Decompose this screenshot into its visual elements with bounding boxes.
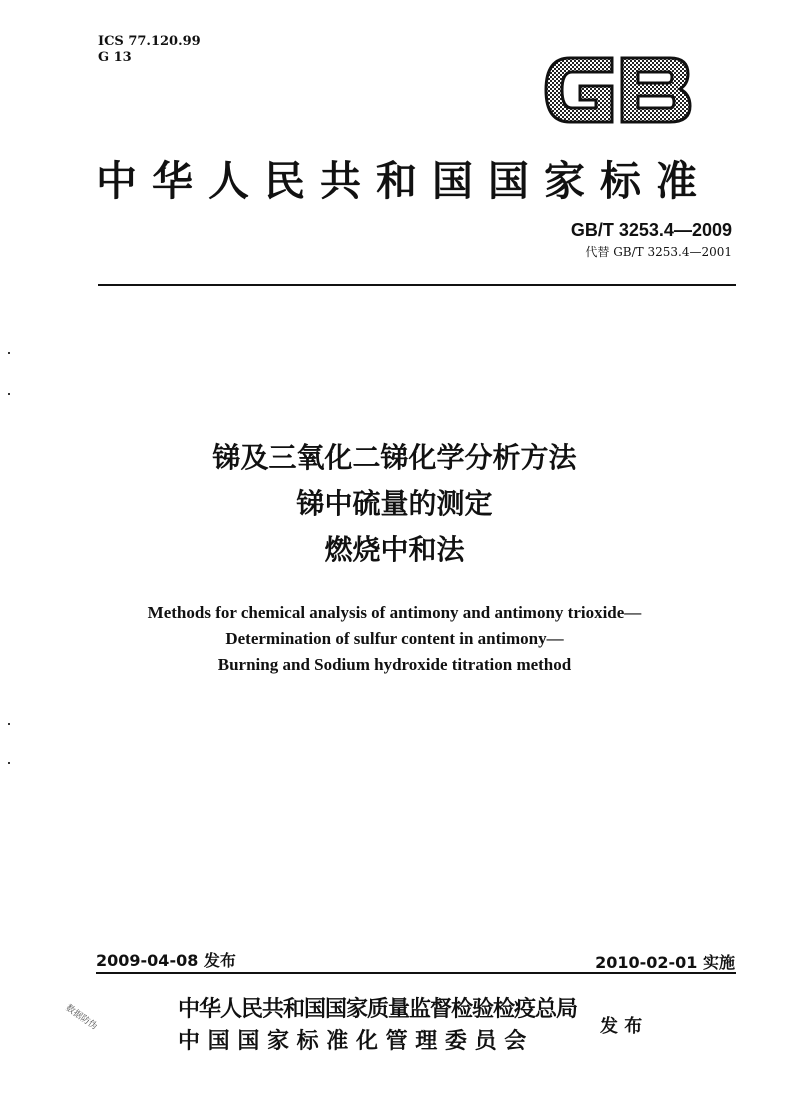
margin-mark <box>8 393 10 395</box>
issuer-sac: 中 国 国 家 标 准 化 管 理 委 员 会 <box>178 1028 527 1054</box>
replaces-standard: 代替 GB/T 3253.4—2001 <box>585 245 732 259</box>
title-cn-line-3: 燃烧中和法 <box>324 533 465 566</box>
footer-divider <box>96 972 736 974</box>
gb-logo <box>540 50 695 130</box>
margin-mark <box>8 723 10 725</box>
document-title-cn <box>0 438 789 570</box>
title-en-line-2: Determination of sulfur content in antimony— <box>225 629 564 648</box>
title-en-line-3: Burning and Sodium hydroxide titration method <box>217 655 572 674</box>
gb-logo-text: GB <box>540 50 542 51</box>
standard-title: 中华人民共和国国家标准 <box>96 157 712 205</box>
standard-number: GB/T 3253.4—2009 <box>570 220 732 240</box>
implementation-date: 2010-02-01 实施 <box>595 953 735 972</box>
header-divider <box>98 284 736 286</box>
issue-date: 2009-04-08 发布 <box>96 951 236 970</box>
classification-codes <box>98 34 201 66</box>
issue-action: 发 布 <box>600 1016 643 1037</box>
title-cn-line-2: 锑中硫量的测定 <box>296 487 493 520</box>
anti-counterfeit-stamp: 数据防伪 <box>63 1003 99 1033</box>
margin-mark <box>8 352 10 354</box>
document-title-en <box>0 600 789 678</box>
title-cn-line-1: 锑及三氧化二锑化学分析方法 <box>212 441 577 474</box>
title-en-line-1: Methods for chemical analysis of antimony and antimony trioxide— <box>147 603 642 622</box>
ccs-code: G 13 <box>98 50 132 65</box>
margin-mark <box>8 762 10 764</box>
ics-code: ICS 77.120.99 <box>98 34 201 49</box>
issuer-aqsiq: 中华人民共和国国家质量监督检验检疫总局 <box>178 996 578 1022</box>
